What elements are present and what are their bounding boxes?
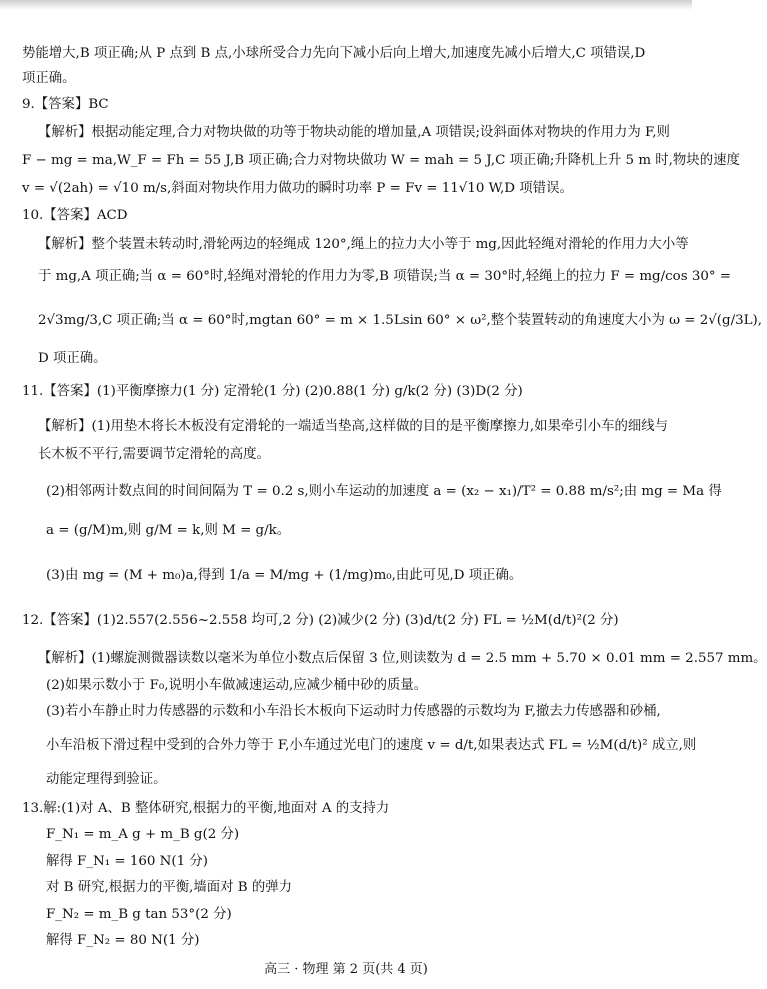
text-line: 【解析】整个装置未转动时,滑轮两边的轻绳成 120°,绳上的拉力大小等于 mg,因此轻绳对滑轮的作用力大小等 (38, 237, 689, 252)
text-line: v = √(2ah) = √10 m/s,斜面对物块作用力做功的瞬时功率 P = Fv = 11√10 W,D 项错误。 (22, 181, 573, 196)
text-line: 【解析】根据动能定理,合力对物块做的功等于物块动能的增加量,A 项错误;设斜面体对物块的作用力为 F,则 (38, 125, 670, 140)
text-line: (2)如果示数小于 F₀,说明小车做减速运动,应减少桶中砂的质量。 (46, 678, 428, 693)
text-line: 对 B 研究,根据力的平衡,墙面对 B 的弹力 (46, 880, 293, 895)
text-line: 解得 F_N₁ = 160 N(1 分) (46, 854, 208, 869)
scan-edge (0, 0, 692, 10)
text-line: (2)相邻两计数点间的时间间隔为 T = 0.2 s,则小车运动的加速度 a = (x₂ − x₁)/T² = 0.88 m/s²;由 mg = Ma 得 (46, 484, 722, 499)
text-line: 于 mg,A 项正确;当 α = 60°时,轻绳对滑轮的作用力为零,B 项错误;当 α = 30°时,轻绳上的拉力 F = mg/cos 30° = (38, 269, 732, 284)
text-line: F_N₂ = m_B g tan 53°(2 分) (46, 907, 232, 922)
text-line: 【解析】(1)用垫木将长木板没有定滑轮的一端适当垫高,这样做的目的是平衡摩擦力,如果牵引小车的细线与 (38, 419, 669, 434)
page-footer: 高三 · 物理 第 2 页(共 4 页) (264, 962, 428, 977)
text-line: 动能定理得到验证。 (46, 772, 167, 787)
text-line: 项正确。 (22, 71, 76, 86)
answer-heading-12: 12.【答案】(1)2.557(2.556~2.558 均可,2 分) (2)减少(2 分) (3)d/t(2 分) FL = ½M(d/t)²(2 分) (22, 613, 619, 628)
answer-heading-11: 11.【答案】(1)平衡摩擦力(1 分) 定滑轮(1 分) (2)0.88(1 分) g/k(2 分) (3)D(2 分) (22, 384, 523, 399)
text-line: a = (g/M)m,则 g/M = k,则 M = g/k。 (46, 523, 291, 538)
text-line: 长木板不平行,需要调节定滑轮的高度。 (38, 447, 270, 462)
text-line: (3)由 mg = (M + m₀)a,得到 1/a = M/mg + (1/mg)m₀,由此可见,D 项正确。 (46, 568, 523, 583)
text-line: 2√3mg/3,C 项正确;当 α = 60°时,mgtan 60° = m × 1.5Lsin 60° × ω²,整个装置转动的角速度大小为 ω = 2√(g/3L), (38, 313, 763, 328)
text-line: 势能增大,B 项正确;从 P 点到 B 点,小球所受合力先向下减小后向上增大,加速度先减小后增大,C 项错误,D (22, 46, 646, 61)
solution-heading-13: 13.解:(1)对 A、B 整体研究,根据力的平衡,地面对 A 的支持力 (22, 801, 390, 816)
text-line: 解得 F_N₂ = 80 N(1 分) (46, 933, 200, 948)
text-line: (3)若小车静止时力传感器的示数和小车沿长木板向下运动时力传感器的示数均为 F,撤去力传感器和砂桶, (46, 704, 661, 719)
text-line: F − mg = ma,W_F = Fh = 55 J,B 项正确;合力对物块做功 W = mah = 5 J,C 项正确;升降机上升 5 m 时,物块的速度 (22, 153, 740, 168)
text-line: F_N₁ = m_A g + m_B g(2 分) (46, 827, 240, 842)
text-line: 小车沿板下滑过程中受到的合外力等于 F,小车通过光电门的速度 v = d/t,如果表达式 FL = ½M(d/t)² 成立,则 (46, 738, 697, 753)
answer-heading-9: 9.【答案】BC (22, 97, 109, 112)
answer-heading-10: 10.【答案】ACD (22, 208, 128, 223)
text-line: 【解析】(1)螺旋测微器读数以毫米为单位小数点后保留 3 位,则读数为 d = 2.5 mm + 5.70 × 0.01 mm = 2.557 mm。 (38, 651, 767, 666)
text-line: D 项正确。 (38, 351, 107, 366)
